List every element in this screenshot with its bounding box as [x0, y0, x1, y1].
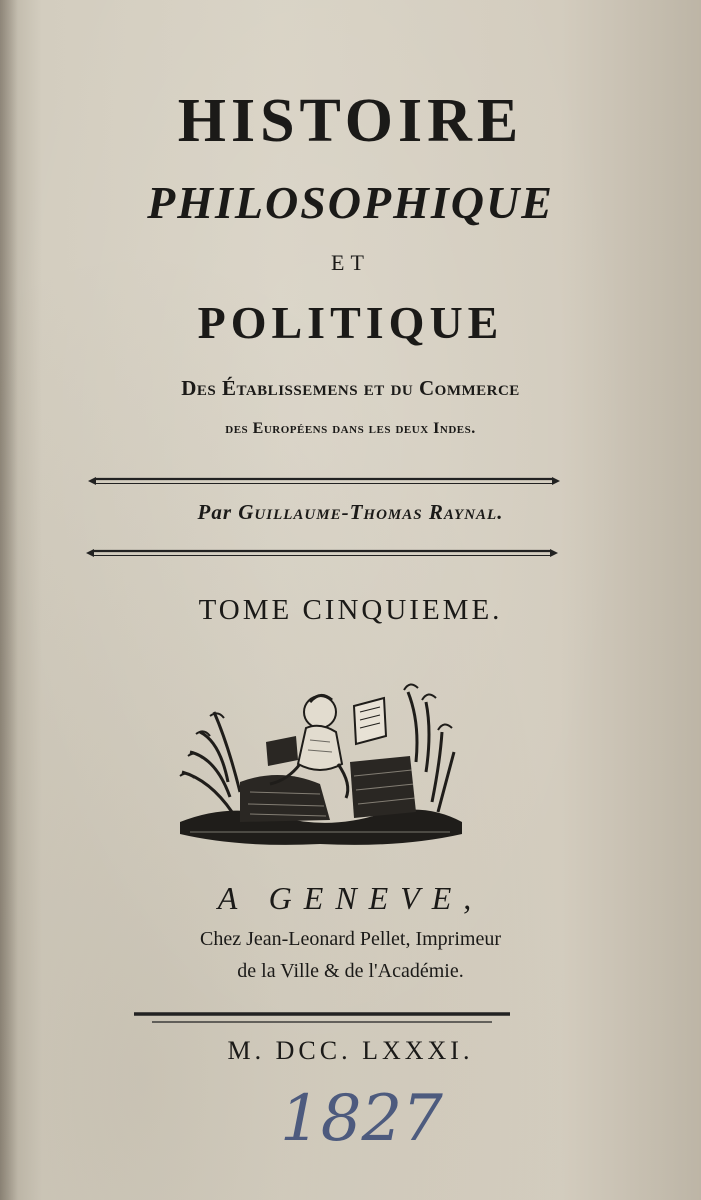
- volume-line: TOME CINQUIEME.: [198, 594, 503, 626]
- double-rule: [132, 1010, 512, 1026]
- author-line: [0, 500, 701, 525]
- handwritten-note: [270, 1060, 443, 1170]
- title-line-et: ET: [331, 250, 370, 275]
- handwritten-number: 1827: [280, 1082, 443, 1156]
- publisher-line: Chez Jean-Leonard Pellet, Imprimeur: [200, 928, 501, 950]
- place-line: A GENEVE,: [217, 880, 484, 916]
- ornamental-rule-top: [86, 474, 562, 488]
- author-prefix: Par: [197, 500, 233, 524]
- cherub-reading-book-vignette-icon: [170, 672, 470, 854]
- subtitle-line-1: Des Établissemens et du Commerce: [181, 376, 520, 400]
- title-line-philosophique: PHILOSOPHIQUE: [147, 177, 554, 228]
- title-line-politique: POLITIQUE: [197, 297, 504, 348]
- imprint-date: M. DCC. LXXXI.: [227, 1036, 474, 1065]
- author-name: Guillaume-Thomas Raynal.: [238, 500, 504, 524]
- publisher-line-2: de la Ville & de l'Académie.: [237, 960, 464, 982]
- subtitle-line-2: des Européens dans les deux Indes.: [225, 420, 476, 437]
- ornamental-rule-bottom: [84, 546, 560, 560]
- title-line-histoire: HISTOIRE: [177, 87, 524, 155]
